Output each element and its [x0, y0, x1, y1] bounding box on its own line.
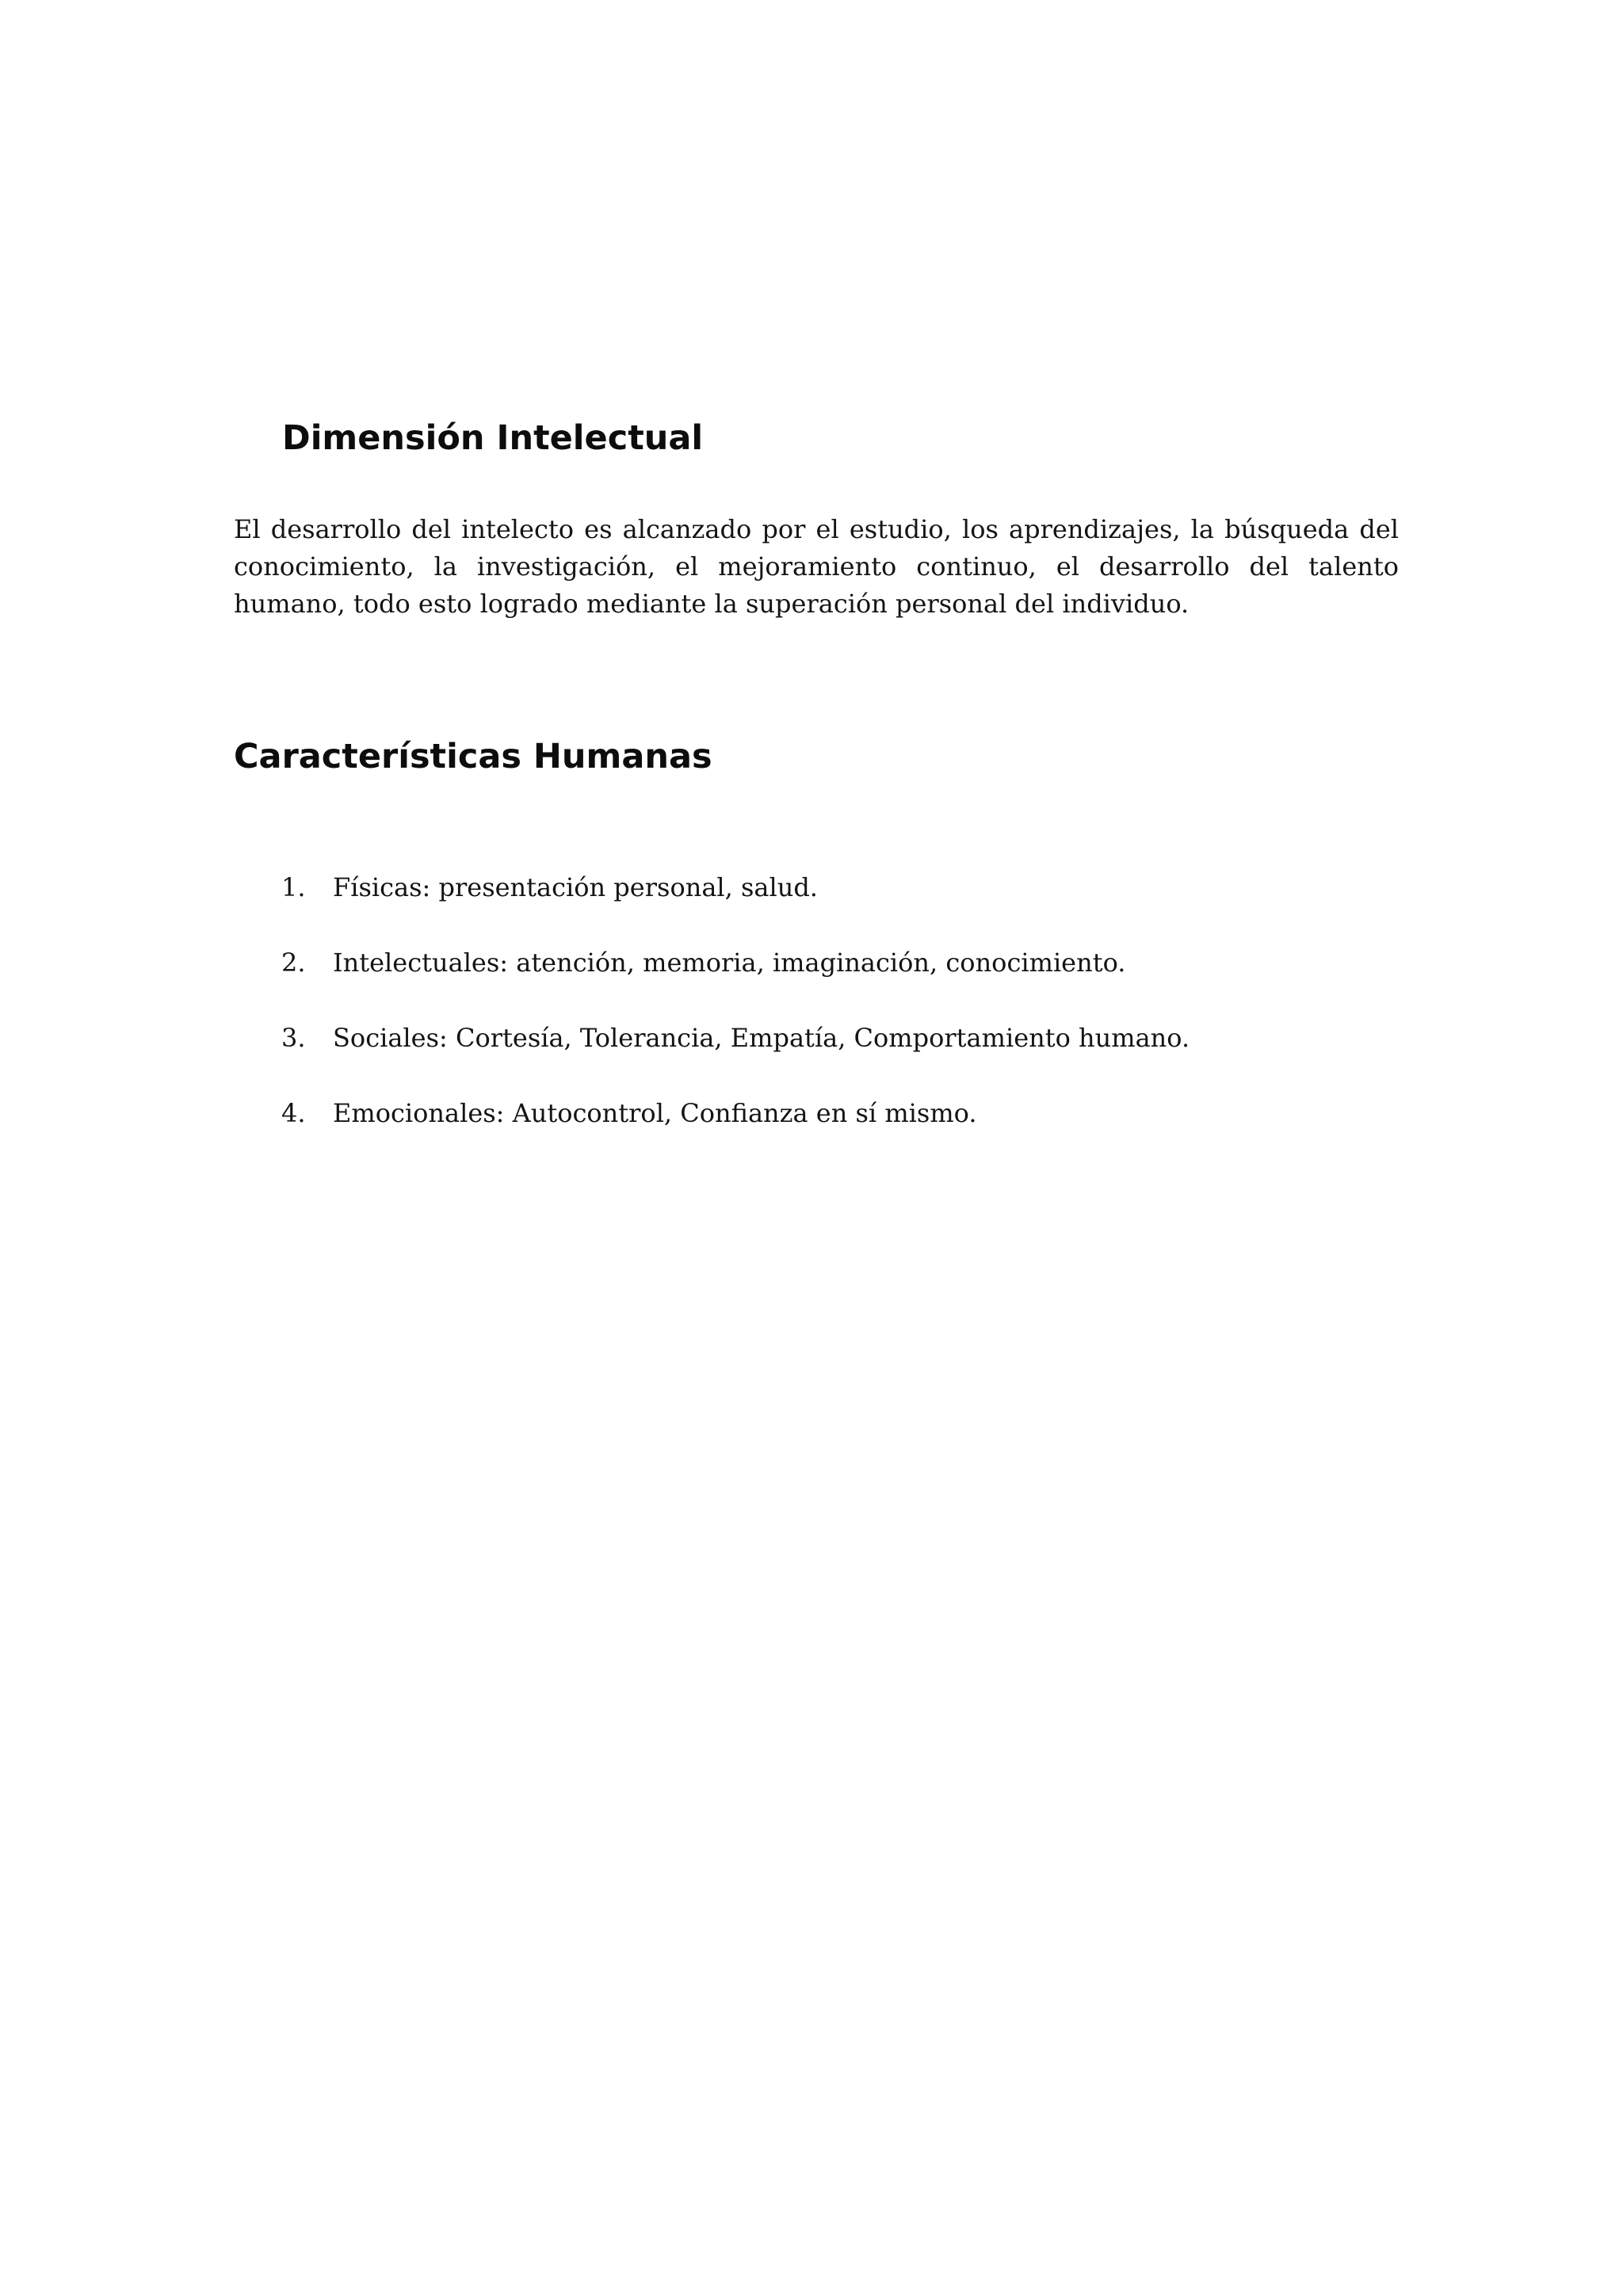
list-item-number: 4. — [281, 1098, 306, 1128]
list-item — [234, 1015, 1399, 1090]
list-item-number: 3. — [281, 1023, 306, 1053]
section-paragraph-dimension-intelectual: El desarrollo del intelecto es alcanzado por el estudio, los aprendizajes, la búsqueda del conocimiento, la investigación, el mejoramiento continuo, el desarrollo del talento humano, todo esto logrado mediante la superación personal del individuo. — [234, 514, 1399, 619]
section-heading-caracteristicas-humanas: Características Humanas — [234, 737, 712, 776]
list-item-text: Intelectuales: atención, memoria, imaginación, conocimiento. — [333, 948, 1126, 978]
characteristics-list — [234, 864, 1399, 1165]
list-item-text: Físicas: presentación personal, salud. — [333, 872, 818, 902]
list-item-text: Emocionales: Autocontrol, Confianza en sí mismo. — [333, 1098, 977, 1128]
section-heading-dimension-intelectual: Dimensión Intelectual — [282, 418, 704, 458]
list-item-text: Sociales: Cortesía, Tolerancia, Empatía, Comportamiento humano. — [333, 1023, 1190, 1053]
list-item-number: 2. — [281, 948, 306, 978]
list-item-number: 1. — [281, 872, 306, 902]
list-item — [234, 940, 1399, 1015]
list-item — [234, 1090, 1399, 1165]
list-item — [234, 864, 1399, 940]
